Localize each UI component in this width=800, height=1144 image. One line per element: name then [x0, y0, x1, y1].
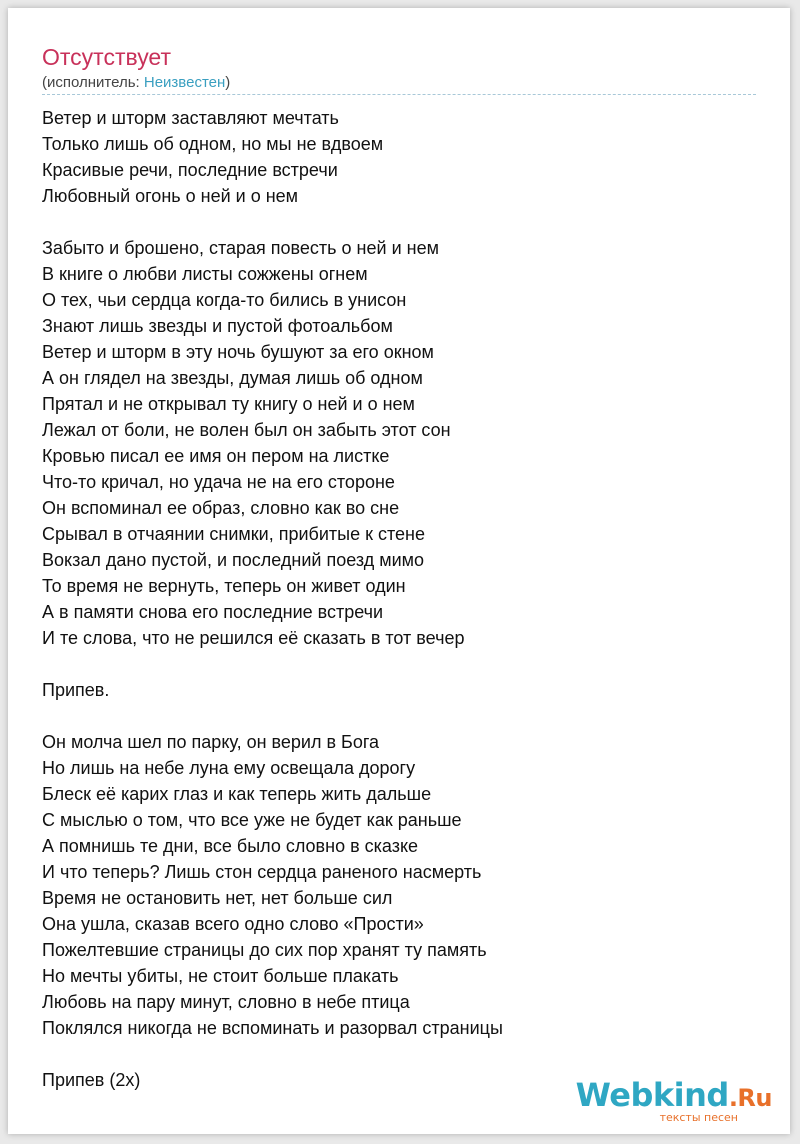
logo-tagline: тексты песен — [659, 1111, 738, 1124]
song-title: Отсутствует — [42, 44, 171, 70]
logo-suffix: .Ru — [728, 1084, 772, 1112]
lyric-line: В книге о любви листы сожжены огнем — [42, 264, 368, 284]
lyric-line: Любовь на пару минут, словно в небе птица — [42, 992, 410, 1012]
lyric-line: А помнишь те дни, все было словно в сказке — [42, 836, 419, 856]
stanza-gap — [42, 209, 772, 235]
lyric-line: Любовный огонь о ней и о нем — [42, 186, 299, 206]
lyric-line: О тех, чьи сердца когда-то бились в унисон — [42, 290, 407, 310]
lyric-line: Он молча шел по парку, он верил в Бога — [42, 732, 380, 752]
lyric-line: Только лишь об одном, но мы не вдвоем — [42, 134, 384, 154]
lyric-line: Но лишь на небе луна ему освещала дорогу — [42, 758, 416, 778]
title-separator — [42, 94, 756, 95]
chorus-marker: Припев (2x) — [42, 1070, 141, 1090]
lyric-line: А в памяти снова его последние встречи — [42, 602, 384, 622]
artist-suffix: ) — [225, 74, 231, 91]
site-logo[interactable] — [576, 1078, 772, 1124]
lyric-line: Блеск её карих глаз и как теперь жить дальше — [42, 784, 432, 804]
lyric-line: Кровью писал ее имя он пером на листке — [42, 446, 390, 466]
lyric-line: То время не вернуть, теперь он живет один — [42, 576, 406, 596]
lyric-line: Знают лишь звезды и пустой фотоальбом — [42, 316, 393, 336]
lyrics-body — [42, 105, 772, 1093]
lyric-line: И те слова, что не решился её сказать в тот вечер — [42, 628, 465, 648]
lyric-line: А он глядел на звезды, думая лишь об одном — [42, 368, 423, 388]
lyric-line: И что теперь? Лишь стон сердца раненого насмерть — [42, 862, 482, 882]
lyric-line: Время не остановить нет, нет больше сил — [42, 888, 393, 908]
stanza-gap — [42, 1041, 772, 1067]
stanza-gap — [42, 703, 772, 729]
lyric-line: Ветер и шторм в эту ночь бушуют за его окном — [42, 342, 434, 362]
artist-link[interactable]: Неизвестен — [143, 74, 226, 91]
artist-prefix: (исполнитель: — [42, 74, 144, 91]
lyric-line: Красивые речи, последние встречи — [42, 160, 338, 180]
lyric-line: Срывал в отчаянии снимки, прибитые к стене — [42, 524, 425, 544]
lyric-line: Он вспоминал ее образ, словно как во сне — [42, 498, 400, 518]
lyrics-page — [8, 8, 790, 1134]
logo-main-text: Webkind — [575, 1076, 729, 1114]
lyric-line: Что-то кричал, но удача не на его стороне — [42, 472, 395, 492]
chorus-marker: Припев. — [42, 680, 110, 700]
lyric-line: Прятал и не открывал ту книгу о ней и о нем — [42, 394, 415, 414]
stanza-gap — [42, 651, 772, 677]
lyric-line: Но мечты убиты, не стоит больше плакать — [42, 966, 399, 986]
lyric-line: Лежал от боли, не волен был он забыть этот сон — [42, 420, 451, 440]
lyric-line: Пожелтевшие страницы до сих пор хранят ту память — [42, 940, 487, 960]
logo-wordmark — [576, 1078, 772, 1115]
lyric-line: Забыто и брошено, старая повесть о ней и нем — [42, 238, 439, 258]
lyric-line: Вокзал дано пустой, и последний поезд мимо — [42, 550, 425, 570]
artist-line — [42, 74, 230, 92]
lyric-line: Поклялся никогда не вспоминать и разорвал страницы — [42, 1018, 503, 1038]
lyric-line: С мыслью о том, что все уже не будет как раньше — [42, 810, 462, 830]
lyric-line: Она ушла, сказав всего одно слово «Прости» — [42, 914, 424, 934]
lyric-line: Ветер и шторм заставляют мечтать — [42, 108, 339, 128]
